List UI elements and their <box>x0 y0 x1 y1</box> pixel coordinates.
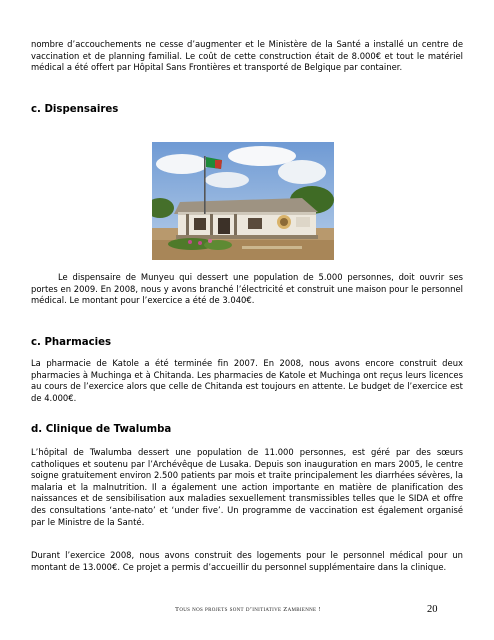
intro-text: nombre d’accouchements ne cesse d’augmenter et le Ministère de la Santé a installé un centre de vaccination et de planning familial. Le coût de cette construction était de 8.000€ et tout le matériel médical a été offert par Hôpital Sans Frontières et transporté de Belgique par container. <box>31 39 463 73</box>
clinique-text-2: Durant l’exercice 2008, nous avons construit des logements pour le personnel médical pour un montant de 13.000€. Ce projet a permis d’accueillir du personnel supplémentaire dans la clinique. <box>31 550 463 572</box>
page-footer <box>175 606 321 613</box>
dispensary-photo-graphic <box>152 142 334 260</box>
pharmacies-text: La pharmacie de Katole a été terminée fin 2007. En 2008, nous avons encore construit deux pharmacies à Muchinga et à Chitanda. Les pharmacies de Katole et Muchinga ont reçus leurs licences au cours de l’exercice alors que celle de Chitanda est toujours en attente. Le budget de l’exercice est de 4.000€. <box>31 358 463 403</box>
intro-paragraph <box>31 39 463 74</box>
dispensaires-paragraph <box>31 272 463 307</box>
heading-dispensaires: c. Dispensaires <box>31 104 119 115</box>
heading-clinique: d. Clinique de Twalumba <box>31 424 172 435</box>
clinique-text-1: L’hôpital de Twalumba dessert une population de 11.000 personnes, est géré par des sœurs catholiques et soutenu par l’Archévêque de Lusaka. Depuis son inauguration en mars 2005, le centre soigne gratuitement environ 2.500 patients par mois et traite principalement les diarrhées sévères, la malaria et la malnutrition. Il a également une action importante en matière de planification des naissances et de sensibilisation aux maladies sexuellement transmissibles telles que le SIDA et offre des consultations ‘ante-nato’ et ‘under five’. Un programme de vaccination est également organisé par le Ministre de la Santé. <box>31 447 463 527</box>
footer-text: Tous nos projets sont d’initiative Zambienne ! <box>175 606 321 613</box>
clinique-paragraph-2 <box>31 550 463 573</box>
clinique-paragraph-1 <box>31 447 463 528</box>
dispensaires-text: Le dispensaire de Munyeu qui dessert une population de 5.000 personnes, doit ouvrir ses portes en 2009. En 2008, nous y avons branché l’électricité et construit une maison pour le personnel médical. Le montant pour l’exercice a été de 3.040€. <box>31 272 463 306</box>
heading-pharmacies: c. Pharmacies <box>31 337 112 348</box>
pharmacies-paragraph <box>31 358 463 404</box>
dispensary-photo <box>152 142 334 260</box>
page-number: 20 <box>427 604 438 615</box>
